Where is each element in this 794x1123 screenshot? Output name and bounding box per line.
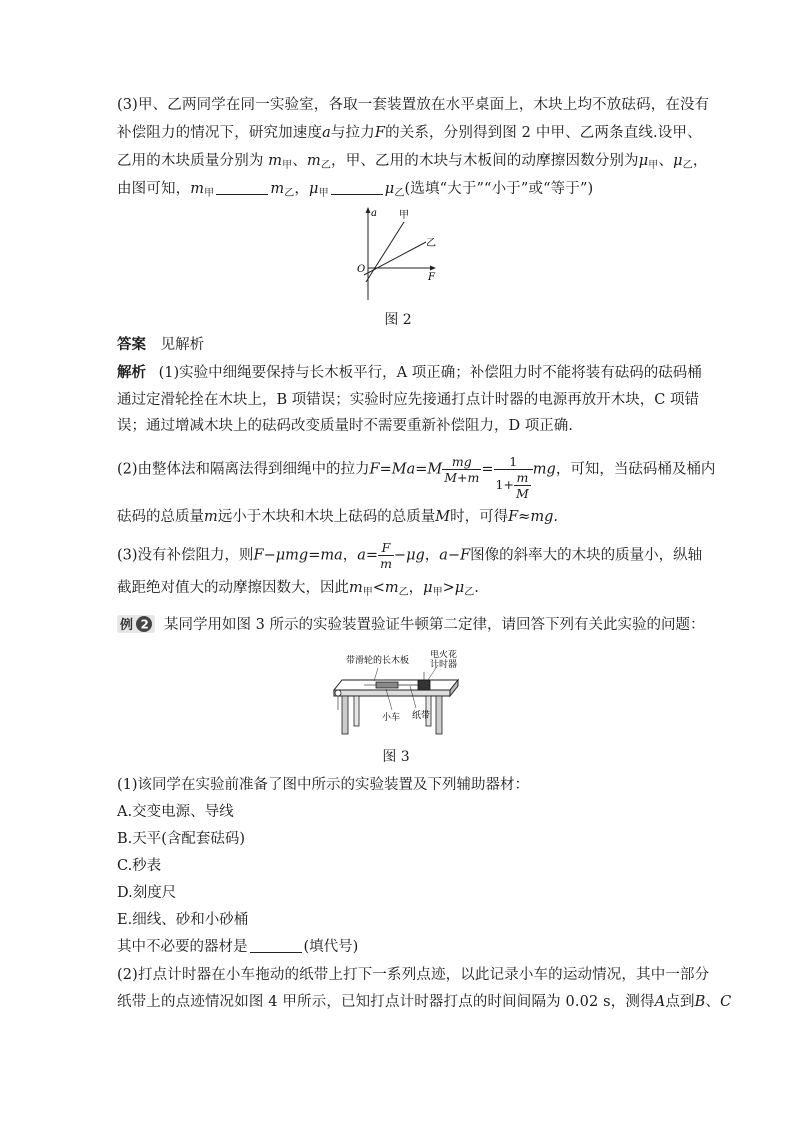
separator: ， bbox=[342, 547, 358, 564]
example-label: 例 bbox=[120, 618, 134, 633]
numerator: 1 bbox=[494, 454, 533, 470]
point-b: B bbox=[694, 994, 706, 1010]
label-tape: 纸带 bbox=[412, 711, 431, 721]
pulley bbox=[335, 690, 341, 696]
analysis-p3-line-1 bbox=[117, 540, 702, 571]
var-m: m bbox=[268, 153, 283, 169]
board-front bbox=[334, 690, 450, 696]
var-a: a bbox=[322, 125, 331, 141]
example-text: 某同学用如图 3 所示的实验装置验证牛顿第二定律，请回答下列有关此实验的问题： bbox=[164, 617, 705, 633]
text-run: 的关系，分别得到图 2 中甲、乙两条直线.设甲、 bbox=[385, 125, 702, 141]
q1-intro: (1)该同学在实验前准备了图中所示的实验装置及下列辅助器材： bbox=[117, 777, 530, 793]
analysis-line-1 bbox=[117, 364, 702, 382]
analysis-p2-line-1 bbox=[117, 446, 716, 501]
subscript-yi: 乙 bbox=[394, 188, 405, 199]
fraction-f-over-m bbox=[378, 540, 394, 571]
answer-line bbox=[117, 336, 204, 354]
var-m: m bbox=[190, 181, 205, 197]
separator: ， bbox=[692, 153, 708, 169]
example-badge bbox=[117, 613, 157, 635]
text-run: 补偿阻力的情况下，研究加速度 bbox=[117, 125, 323, 141]
label-timer-2: 计时器 bbox=[430, 660, 458, 670]
formula: F=Ma=M bbox=[369, 461, 443, 478]
separator: 、 bbox=[705, 994, 721, 1010]
var-mu: μ bbox=[454, 580, 465, 596]
text-run: 图像的斜率大的木块的质量小，纵轴 bbox=[470, 547, 703, 564]
subscript-yi: 乙 bbox=[284, 188, 295, 199]
var-m: m bbox=[349, 580, 363, 596]
var-m: m bbox=[204, 509, 218, 525]
analysis-p3-line-2 bbox=[117, 579, 479, 599]
point-a: A bbox=[654, 994, 666, 1010]
line-jia bbox=[366, 222, 404, 282]
text-run: 远小于木块和木块上砝码的总质量 bbox=[217, 509, 436, 525]
subscript-jia: 甲 bbox=[648, 160, 659, 171]
cart bbox=[376, 682, 398, 688]
fraction-m-over-M bbox=[514, 470, 531, 501]
formula: mg bbox=[532, 461, 556, 478]
text-run: 砝码的总质量 bbox=[117, 509, 204, 525]
text-run: 截距绝对值大的动摩擦因数大，因此 bbox=[117, 580, 349, 596]
q1-option-c: C.秒表 bbox=[117, 858, 162, 874]
line-label-yi: 乙 bbox=[426, 238, 436, 249]
formula: a= bbox=[357, 547, 379, 564]
q3-line-2 bbox=[117, 124, 702, 142]
table-leg bbox=[342, 696, 348, 734]
spark-timer bbox=[418, 680, 430, 690]
subscript-jia: 甲 bbox=[362, 587, 373, 598]
x-axis-arrow bbox=[430, 266, 436, 271]
point-c: C bbox=[720, 994, 732, 1010]
less-than: < bbox=[372, 580, 385, 596]
separator: ， bbox=[424, 547, 440, 564]
var-mu: μ bbox=[423, 580, 433, 596]
leader-board bbox=[374, 668, 378, 681]
var-m: m bbox=[270, 181, 285, 197]
separator: ， bbox=[408, 580, 424, 596]
text-run: 由图可知， bbox=[117, 181, 191, 197]
figure-2-caption: 图 2 bbox=[384, 312, 412, 328]
q1-question bbox=[117, 938, 358, 956]
text-run: (填代号) bbox=[303, 939, 359, 955]
analysis-line-3: 误；通过增减木块上的砝码改变质量时不需要重新补偿阻力，D 项正确. bbox=[117, 418, 573, 434]
answer-blank[interactable] bbox=[216, 182, 268, 195]
analysis-p2-line-2 bbox=[117, 508, 558, 526]
answer-blank[interactable] bbox=[331, 182, 383, 195]
example-number: 2 bbox=[140, 617, 149, 632]
label-timer-1: 电火花 bbox=[430, 650, 458, 660]
answer-blank[interactable] bbox=[250, 940, 302, 953]
text-run: 时，可得 bbox=[450, 509, 509, 525]
q1-option-b: B.天平(含配套砝码) bbox=[117, 831, 246, 847]
var-M: M bbox=[435, 509, 451, 525]
text-run: 与拉力 bbox=[330, 125, 375, 141]
text-run: ，可知，当砝码桶及桶内 bbox=[555, 461, 716, 478]
separator: 、 bbox=[658, 153, 674, 169]
q3-text: (3)甲、乙两同学在同一实验室，各取一套装置放在水平桌面上，木块上均不放砝码，在没有 bbox=[117, 97, 710, 113]
text-run: 纸带上的点迹情况如图 4 甲所示，已知打点计时器打点的时间间隔为 0.02 s，测得 bbox=[117, 994, 655, 1010]
period: . bbox=[474, 580, 479, 596]
label-board: 带滑轮的长木板 bbox=[346, 656, 410, 666]
var-mu: μ bbox=[309, 181, 319, 197]
answer-label: 答案 bbox=[117, 336, 146, 353]
subscript-yi: 乙 bbox=[682, 160, 693, 171]
q1-option-d: D.刻度尺 bbox=[117, 885, 177, 901]
label-cart: 小车 bbox=[382, 713, 401, 723]
line-yi bbox=[364, 242, 426, 275]
text-run: 点到 bbox=[665, 994, 695, 1010]
numerator: F bbox=[378, 540, 394, 556]
subscript-yi: 乙 bbox=[398, 587, 409, 598]
table-leg bbox=[354, 696, 359, 726]
q1-option-e: E.细线、砂和小砂桶 bbox=[117, 912, 249, 928]
answer-text: 见解析 bbox=[160, 337, 205, 353]
formula: −μg bbox=[393, 547, 425, 564]
subscript-jia: 甲 bbox=[318, 188, 329, 199]
numerator: m bbox=[514, 470, 531, 486]
var-mu: μ bbox=[638, 153, 649, 169]
analysis-line-2: 通过定滑轮拴在木块上，B 项错误；实验时应先接通打点计时器的电源再放开木块，C 项错 bbox=[117, 392, 699, 408]
separator: 、 bbox=[292, 153, 307, 169]
q2-line-1: (2)打点计时器在小车拖动的纸带上打下一系列点迹，以此记录小车的运动情况，其中一部分 bbox=[117, 967, 710, 983]
var-mu: μ bbox=[673, 153, 683, 169]
text-run: (2)由整体法和隔离法得到细绳中的拉力 bbox=[117, 461, 370, 478]
q2-line-2 bbox=[117, 993, 731, 1011]
axis-label-f: F bbox=[428, 272, 435, 283]
greater-than: > bbox=[442, 580, 455, 596]
q1-option-a: A.交变电源、导线 bbox=[117, 804, 234, 820]
denominator bbox=[494, 470, 533, 501]
analysis-label: 解析 bbox=[117, 364, 146, 381]
equals-sign: = bbox=[481, 461, 494, 478]
axis-label-a: a bbox=[371, 208, 377, 219]
text-run: 1+ bbox=[495, 477, 514, 492]
formula: F−μmg=ma bbox=[253, 547, 343, 564]
subscript-yi: 乙 bbox=[464, 587, 475, 598]
analysis-text: (1)实验中细绳要保持与长木板平行，A 项正确；补偿阻力时不能将装有砝码的砝码桶 bbox=[158, 365, 702, 381]
table-leg bbox=[436, 696, 442, 734]
q3-line-3 bbox=[117, 152, 707, 172]
line-label-jia: 甲 bbox=[399, 210, 409, 221]
denominator: m bbox=[380, 556, 392, 571]
subscript-yi: 乙 bbox=[320, 160, 332, 171]
q3-line-4 bbox=[117, 180, 593, 200]
var-m: m bbox=[384, 580, 399, 596]
q3-line-1 bbox=[117, 96, 709, 114]
var-m: m bbox=[306, 153, 321, 169]
text-run: (选填“大于”“小于”或“等于”) bbox=[404, 181, 594, 197]
text-run: 乙用的木块质量分别为 bbox=[117, 153, 264, 169]
figure-3-apparatus bbox=[326, 650, 466, 740]
text-run: (3)没有补偿阻力，则 bbox=[117, 547, 254, 564]
y-axis-arrow bbox=[366, 207, 371, 213]
separator: ， bbox=[294, 181, 310, 197]
subscript-jia: 甲 bbox=[282, 160, 293, 171]
denominator: M+m bbox=[444, 470, 480, 485]
subscript-jia: 甲 bbox=[432, 587, 443, 598]
fraction-mg-over-mplusm bbox=[442, 454, 481, 485]
var-mu: μ bbox=[384, 181, 395, 197]
figure-3-caption: 图 3 bbox=[382, 749, 410, 765]
numerator: mg bbox=[442, 454, 481, 470]
subscript-jia: 甲 bbox=[204, 188, 215, 199]
figure-2-graph bbox=[348, 204, 448, 304]
denominator: M bbox=[515, 486, 529, 501]
fraction-one-over bbox=[494, 454, 533, 501]
origin-label: O bbox=[357, 264, 366, 275]
text-run: ，甲、乙用的木块与木板间的动摩擦因数分别为 bbox=[331, 153, 639, 169]
var-f: F bbox=[374, 125, 386, 141]
formula: F≈mg. bbox=[508, 509, 558, 525]
formula: a−F bbox=[439, 547, 471, 564]
text-run: 其中不必要的器材是 bbox=[117, 939, 248, 955]
